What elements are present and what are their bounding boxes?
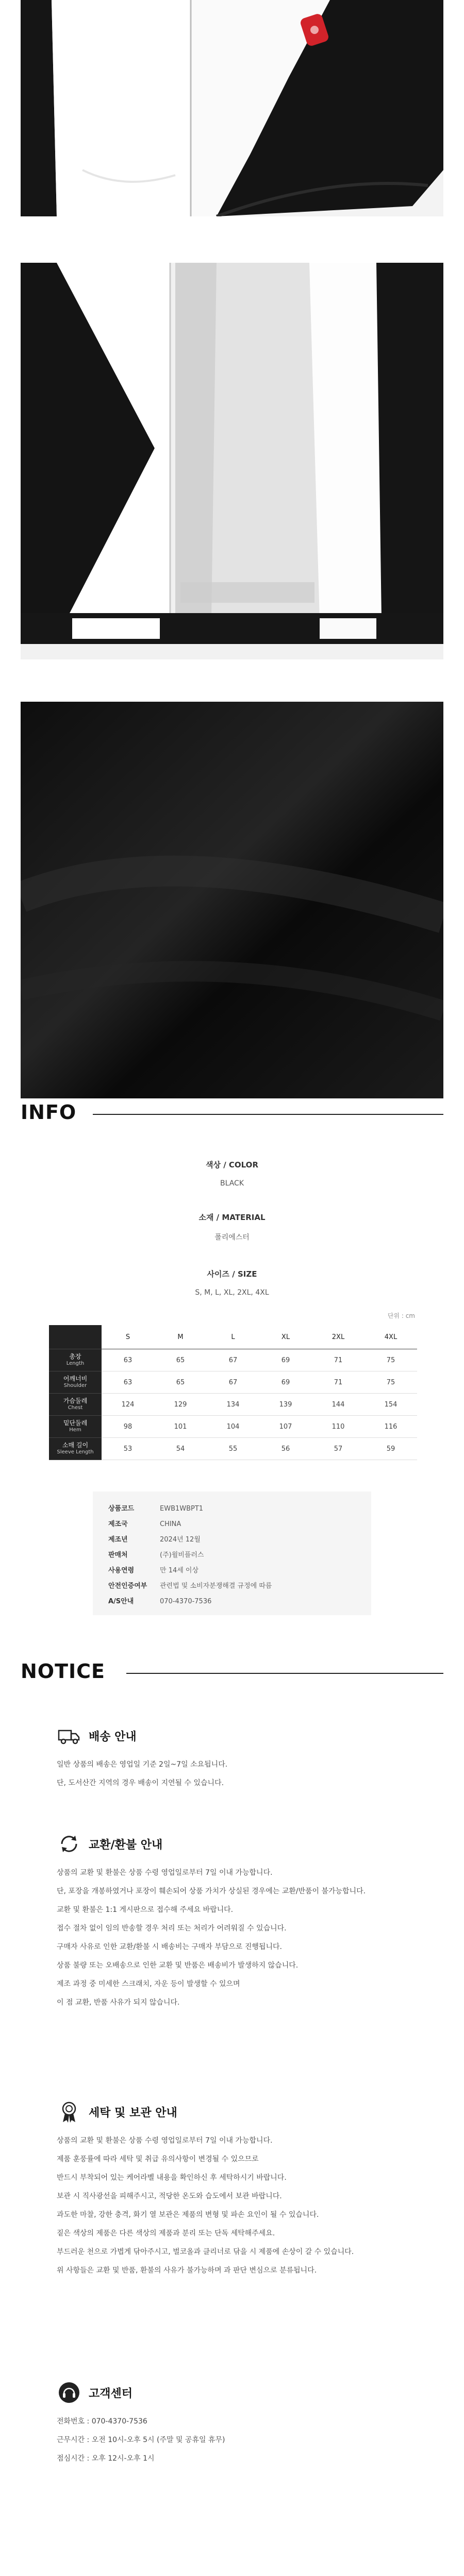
size-info (0, 1268, 464, 1297)
table-cell: 110 (312, 1416, 364, 1438)
exchange-title: 교환/환불 안내 (89, 1838, 163, 1852)
customer-center-text: 전화번호 : 070-4370-7536 근무시간 : 오전 10시-오후 5시 (주말 및 공휴일 휴무) 점심시간 : 오후 12시-오후 1시 (57, 2417, 225, 2463)
truck-icon (57, 1723, 81, 1748)
table-cell: 98 (102, 1416, 154, 1438)
table-cell: 104 (207, 1416, 259, 1438)
spec-row: 판매처 (주)윌비플러스 (108, 1551, 204, 1559)
size-label: 사이즈 / SIZE (207, 1269, 257, 1279)
headset-icon (57, 2380, 81, 2405)
size-col-header: S (102, 1325, 154, 1349)
table-cell: 116 (364, 1416, 417, 1438)
table-cell: 65 (154, 1349, 207, 1371)
material-value: 폴리에스터 (214, 1233, 250, 1242)
exchange-notice (57, 1832, 418, 2012)
product-spec-box (93, 1492, 371, 1615)
table-row (49, 1416, 417, 1438)
table-row (49, 1438, 417, 1460)
table-cell: 75 (364, 1349, 417, 1371)
table-row (49, 1371, 417, 1394)
size-col-header: M (154, 1325, 207, 1349)
row-header: 밑단둘레 Hem (49, 1416, 102, 1438)
notice-divider (126, 1673, 443, 1674)
spec-row: 안전인증여부 관련법 및 소비자분쟁해결 규정에 따름 (108, 1582, 272, 1590)
color-info (0, 1159, 464, 1188)
care-notice (57, 2099, 418, 2280)
care-text: 상품의 교환 및 환불은 상품 수령 영업일로부터 7일 이내 가능합니다. 제품 훈풍률에 따라 세탁 및 취급 유의사항이 변경될 수 있으므로 반드시 부착되어 있는 케어라벨 내용을 확인하신 후 세탁하시기 바랍니다. 보관 시 직사광선을 피해주시고, 적당한 온도와 습도에서 보관 바랍니다. 과도한 마찰, 강한 충격, 화기 열 보관은 제품의 변형 및 파손 요인이 될 수 있습니다. 짙은 색상의 제품은 다른 색상의 제품과 분리 또는 단독 세탁해주세요. 부드러운 천으로 가볍게 닦아주시고, 벌코올과 클리너로 닦을 시 제품에 손상이 갈 수 있습니다. 위 사항들은 교환 및 반품, 환불의 사유가 불가능하며 과 판단 변심으로 분류됩니다. (57, 2137, 354, 2275)
product-photo-fabric (21, 702, 443, 1098)
table-row (49, 1394, 417, 1416)
notice-title: NOTICE (21, 1660, 106, 1683)
table-cell: 101 (154, 1416, 207, 1438)
spec-row: 제조년 2024년 12월 (108, 1536, 201, 1544)
unit-label: 단위 : cm (387, 1312, 415, 1319)
table-cell: 65 (154, 1371, 207, 1394)
table-cell: 107 (259, 1416, 312, 1438)
table-cell: 67 (207, 1349, 259, 1371)
spec-row: 상품코드 EWB1WBPT1 (108, 1505, 204, 1513)
table-cell: 67 (207, 1371, 259, 1394)
size-table (49, 1325, 417, 1460)
size-col-header: 4XL (364, 1325, 417, 1349)
spec-row: A/S안내 070-4370-7536 (108, 1598, 212, 1605)
notice-section-header (21, 1662, 443, 1681)
table-cell: 53 (102, 1438, 154, 1460)
table-cell: 75 (364, 1371, 417, 1394)
row-header: 어깨너비 Shoulder (49, 1371, 102, 1394)
row-header: 가슴둘레 Chest (49, 1394, 102, 1416)
table-cell: 71 (312, 1349, 364, 1371)
shipping-title: 배송 안내 (89, 1730, 137, 1743)
size-col-header: XL (259, 1325, 312, 1349)
row-header: 소매 길이 Sleeve Length (49, 1438, 102, 1460)
jacket-sleeve-illustration (21, 0, 443, 216)
table-cell: 55 (207, 1438, 259, 1460)
size-value: S, M, L, XL, 2XL, 4XL (195, 1289, 269, 1297)
exchange-text: 상품의 교환 및 환불은 상품 수령 영업일로부터 7일 이내 가능합니다. 단, 포장을 개봉하였거나 포장이 훼손되어 상품 가치가 상실된 경우에는 교환/반품이 불가능합니다. 교환 및 환불은 1:1 게시판으로 접수해 주세요 바랍니다. 접수 절차 없이 임의 반송할 경우 처리 또는 처리가 어려워질 수 있습니다. 구매자 사유로 인한 교환/환불 시 배송비는 구매자 부담으로 진행됩니다. 상품 불량 또는 오배송으로 인한 교환 및 반품은 배송비가 발생하지 않습니다. 제조 과정 중 미세한 스크래치, 자운 등이 발생할 수 있으며 이 점 교환, 반품 사유가 되지 않습니다. (57, 1869, 366, 2007)
table-cell: 124 (102, 1394, 154, 1416)
table-cell: 129 (154, 1394, 207, 1416)
color-label: 색상 / COLOR (206, 1160, 258, 1170)
shipping-notice (57, 1723, 418, 1792)
material-label: 소재 / MATERIAL (198, 1213, 266, 1222)
award-ribbon-icon (57, 2099, 81, 2124)
exchange-arrows-icon (57, 1832, 81, 1856)
product-photo-sleeve (21, 0, 443, 216)
size-table-corner (49, 1325, 102, 1349)
table-cell: 71 (312, 1371, 364, 1394)
customer-center-title: 고객센터 (89, 2387, 133, 2400)
size-col-header: 2XL (312, 1325, 364, 1349)
fabric-texture-illustration (21, 702, 443, 1098)
table-cell: 134 (207, 1394, 259, 1416)
table-cell: 69 (259, 1371, 312, 1394)
material-info (0, 1212, 464, 1242)
table-cell: 63 (102, 1349, 154, 1371)
color-value: BLACK (220, 1179, 244, 1188)
spec-row: 사용연령 만 14세 이상 (108, 1567, 199, 1574)
table-cell: 54 (154, 1438, 207, 1460)
care-title: 세탁 및 보관 안내 (89, 2106, 177, 2120)
table-cell: 154 (364, 1394, 417, 1416)
shipping-text: 일반 상품의 배송은 영업일 기준 2일~7일 소요됩니다. 단, 도서산간 지역의 경우 배송이 지연될 수 있습니다. (57, 1760, 228, 1787)
size-col-header: L (207, 1325, 259, 1349)
info-divider (93, 1114, 443, 1115)
info-title: INFO (21, 1101, 77, 1124)
table-cell: 56 (259, 1438, 312, 1460)
row-header: 총장 Length (49, 1349, 102, 1371)
product-photo-lining (21, 263, 443, 659)
table-cell: 69 (259, 1349, 312, 1371)
size-table-header-row (49, 1325, 417, 1349)
table-cell: 57 (312, 1438, 364, 1460)
jacket-lining-illustration (21, 263, 443, 659)
table-cell: 59 (364, 1438, 417, 1460)
spec-row: 제조국 CHINA (108, 1520, 181, 1528)
table-row (49, 1349, 417, 1371)
table-cell: 144 (312, 1394, 364, 1416)
info-section-header (21, 1103, 443, 1122)
table-cell: 63 (102, 1371, 154, 1394)
customer-center-notice (57, 2380, 418, 2468)
table-cell: 139 (259, 1394, 312, 1416)
